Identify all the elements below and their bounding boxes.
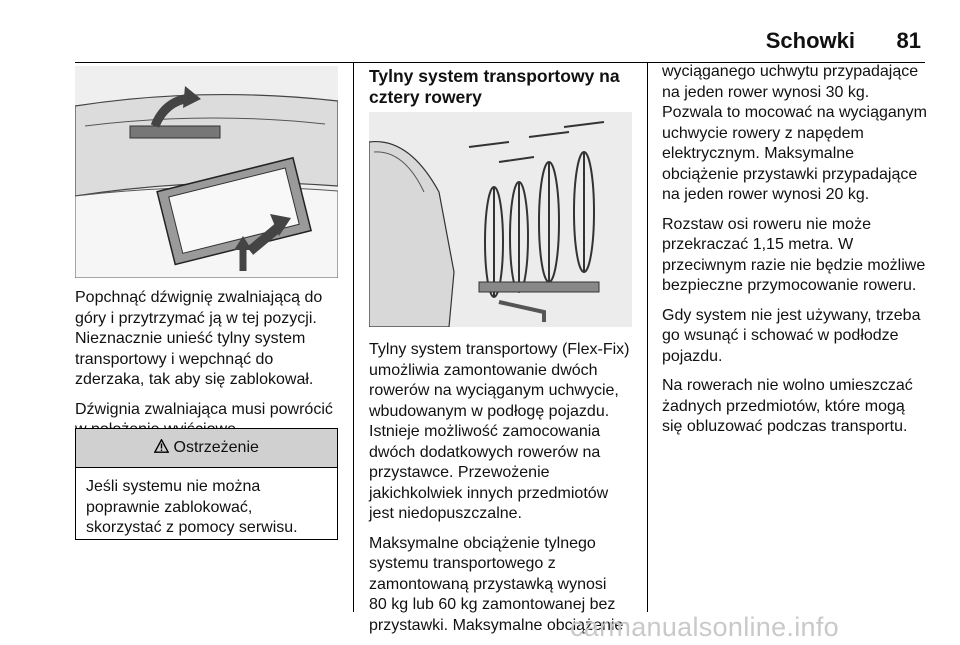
warning-text: Jeśli systemu nie można poprawnie zablokować, skorzystać z pomocy serwisu.	[86, 478, 298, 536]
section-title: Schowki	[765, 28, 855, 53]
paragraph: Maksymalne obciążenie tylnego systemu transportowego z zamontowaną przystawką wynosi 80 kg lub 60 kg zamontowanej bez przystawki. Maksymalne obciążenie	[369, 534, 624, 634]
column-1-text	[75, 288, 345, 450]
warning-title: Ostrzeżenie	[173, 439, 259, 456]
paragraph: wyciąganego uchwytu przypadające na jeden rower wynosi 30 kg. Pozwala to mocować na wyciąganym uchwycie rowery z napędem elektrycznym. Maksymalne obciążenie przystawki przypadające na jeden rower wynosi 20 kg.	[662, 63, 928, 203]
paragraph: Popchnąć dźwignię zwalniającą do góry i przytrzymać ją w tej pozycji. Nieznacznie unieść tylny system transportowy i wepchnąć do zderzaka, tak aby się zablokował.	[75, 289, 323, 388]
column-3-text	[662, 62, 932, 447]
column-divider	[353, 62, 354, 612]
page-header	[75, 18, 925, 53]
paragraph: Rozstaw osi roweru nie może przekraczać 1,15 metra. W przeciwnym razie nie będzie możliwe bezpieczne przymocowanie roweru.	[662, 215, 926, 294]
column-2-text	[369, 340, 639, 645]
bike-carrier-illustration	[369, 112, 632, 327]
paragraph: Dźwignia zwalniająca musi powrócić	[75, 400, 333, 418]
page-number: 81	[896, 28, 921, 53]
bumper-release-illustration	[75, 66, 338, 278]
column-divider	[647, 62, 648, 612]
paragraph: Na rowerach nie wolno umieszczać żadnych przedmiotów, które mogą się obluzować podczas transportu.	[662, 377, 913, 435]
warning-box	[75, 428, 338, 540]
warning-triangle-icon	[154, 439, 173, 456]
watermark: carmanualsonline.info	[570, 612, 839, 642]
section-heading: Tylny system transportowy na cztery rowery	[369, 66, 620, 107]
warning-header	[76, 429, 337, 468]
paragraph: Tylny system transportowy (Flex-Fix) umożliwia zamontowanie dwóch rowerów na wyciąganym uchwycie, wbudowanym w podłogę pojazdu. Istnieje możliwość zamocowania dwóch dodatkowych rowerów na przystawce. Przewożenie jakichkolwiek innych przedmiotów jest niedopuszczalne.	[369, 341, 630, 522]
paragraph: Gdy system nie jest używany, trzeba go wsunąć i schować w podłodze pojazdu.	[662, 306, 921, 365]
